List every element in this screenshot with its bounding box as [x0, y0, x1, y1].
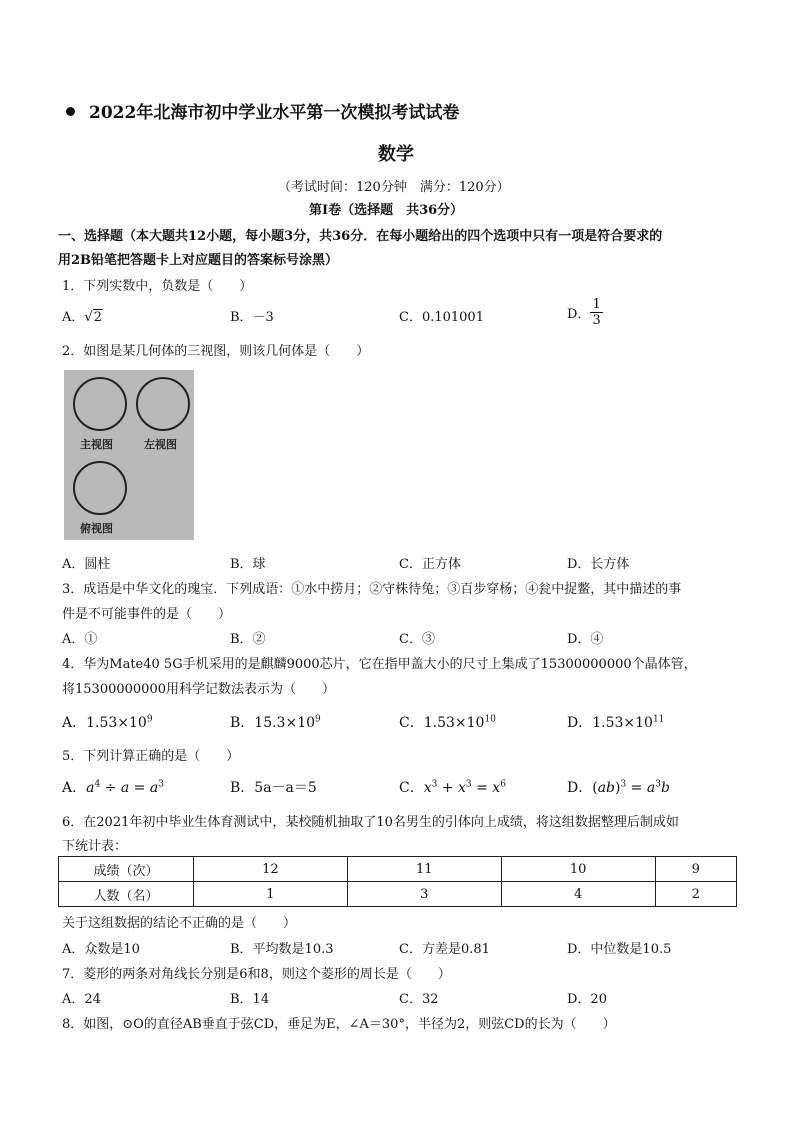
q6-option-d: D．中位数是10.5: [567, 942, 672, 957]
q3-option-b: B．②: [230, 632, 266, 647]
table-cell: 12: [194, 857, 348, 882]
question-7-stem: 7．菱形的两条对角线长分别是6和8，则这个菱形的周长是（ ）: [62, 967, 451, 982]
q5-option-d: D．$(ab)^3 = a^3b$: [567, 779, 670, 796]
exam-title: 2022年北海市初中学业水平第一次模拟考试试卷: [66, 98, 459, 123]
q7-option-a: A．24: [62, 992, 101, 1007]
q2-option-c: C．正方体: [399, 557, 461, 572]
table-cell: 10: [501, 857, 655, 882]
q6-option-a: A．众数是10: [62, 942, 140, 957]
question-6-prompt: 关于这组数据的结论不正确的是（ ）: [62, 916, 297, 931]
question-1-stem: 1．下列实数中，负数是（ ）: [62, 279, 253, 294]
bullet-icon: [66, 107, 75, 116]
question-4-stem-line2: 将15300000000用科学记数法表示为（ ）: [62, 682, 335, 697]
q1-option-b: B．－3: [230, 310, 274, 325]
q5-option-b: B．5a－a＝5: [230, 780, 317, 796]
exam-info: （考试时间：120分钟 满分：120分）: [278, 180, 510, 195]
left-view-label: 左视图: [144, 438, 177, 451]
q3-option-a: A．①: [62, 632, 98, 647]
table-cell: 4: [501, 882, 655, 907]
q6-option-b: B．平均数是10.3: [230, 942, 334, 957]
table-cell: 11: [347, 857, 501, 882]
q1-option-d: D． $\frac{1}{3}$: [567, 297, 601, 328]
table-cell: 2: [655, 882, 736, 907]
q5-option-a: A．$a^4 \div a = a^3$: [62, 779, 164, 796]
question-3-stem-line1: 3．成语是中华文化的瑰宝．下列成语：①水中捞月；②守株待兔；③百步穿杨；④瓮中捉鳖，其中描述的事: [62, 582, 682, 597]
q6-option-c: C．方差是0.81: [399, 942, 490, 957]
question-4-stem-line1: 4．华为Mate40 5G手机采用的是麒麟9000芯片，它在指甲盖大小的尺寸上集成了15300000000个晶体管，: [62, 657, 697, 672]
front-view-circle: [73, 377, 127, 431]
stats-table: [58, 856, 737, 907]
q1-option-c: C．0.101001: [399, 310, 484, 325]
table-cell: 9: [655, 857, 736, 882]
question-5-stem: 5．下列计算正确的是（ ）: [62, 749, 240, 764]
q5-option-c: C．$x^3 + x^3 = x^6$: [399, 779, 506, 796]
three-views-figure: [64, 370, 194, 540]
part-title: 第Ⅰ卷（选择题 共36分）: [309, 203, 464, 218]
q7-option-d: D．20: [567, 992, 607, 1007]
q4-option-a: A．$1.53\times 10^9$: [62, 714, 153, 731]
table-cell: 1: [194, 882, 348, 907]
question-6-stem-line1: 6．在2021年初中毕业生体育测试中，某校随机抽取了10名男生的引体向上成绩，将这组数据整理后制成如: [62, 815, 679, 830]
question-8-stem: 8．如图，⊙O的直径AB垂直于弦CD，垂足为E，∠A＝30°，半径为2，则弦CD的长为（ ）: [62, 1017, 616, 1032]
section-intro-line1: 一、选择题（本大题共12小题，每小题3分，共36分．在每小题给出的四个选项中只有一项是符合要求的: [58, 229, 663, 244]
question-2-stem: 2．如图是某几何体的三视图，则该几何体是（ ）: [62, 344, 370, 359]
table-row: [59, 857, 737, 882]
question-3-stem-line2: 件是不可能事件的是（ ）: [62, 607, 232, 622]
question-6-stem-line2: 下统计表：: [62, 839, 128, 854]
section-intro-line2: 用2B铅笔把答题卡上对应题目的答案标号涂黑）: [58, 253, 339, 268]
q2-option-d: D．长方体: [567, 557, 630, 572]
q2-option-b: B．球: [230, 557, 266, 572]
row-header-score: 成绩（次）: [59, 857, 194, 882]
top-view-label: 俯视图: [80, 522, 113, 535]
q7-option-b: B．14: [230, 992, 270, 1007]
q3-option-c: C．③: [399, 632, 435, 647]
q1-fraction: $\frac{1}{3}$: [592, 297, 601, 328]
q4-option-d: D．$1.53\times 10^{11}$: [567, 714, 665, 731]
front-view-label: 主视图: [80, 438, 113, 451]
q7-option-c: C．32: [399, 992, 439, 1007]
q1-option-a: A．√2: [62, 310, 102, 325]
left-view-circle: [136, 377, 190, 431]
subject-title: 数学: [378, 144, 414, 165]
table-row: [59, 882, 737, 907]
q2-option-a: A．圆柱: [62, 557, 111, 572]
row-header-count: 人数（名）: [59, 882, 194, 907]
q3-option-d: D．④: [567, 632, 604, 647]
q4-option-b: B．$15.3\times 10^9$: [230, 714, 321, 731]
table-cell: 3: [347, 882, 501, 907]
q1-sqrt-radicand: 2: [93, 310, 102, 325]
q4-option-c: C．$1.53\times 10^{10}$: [399, 714, 496, 731]
top-view-circle: [73, 461, 127, 515]
